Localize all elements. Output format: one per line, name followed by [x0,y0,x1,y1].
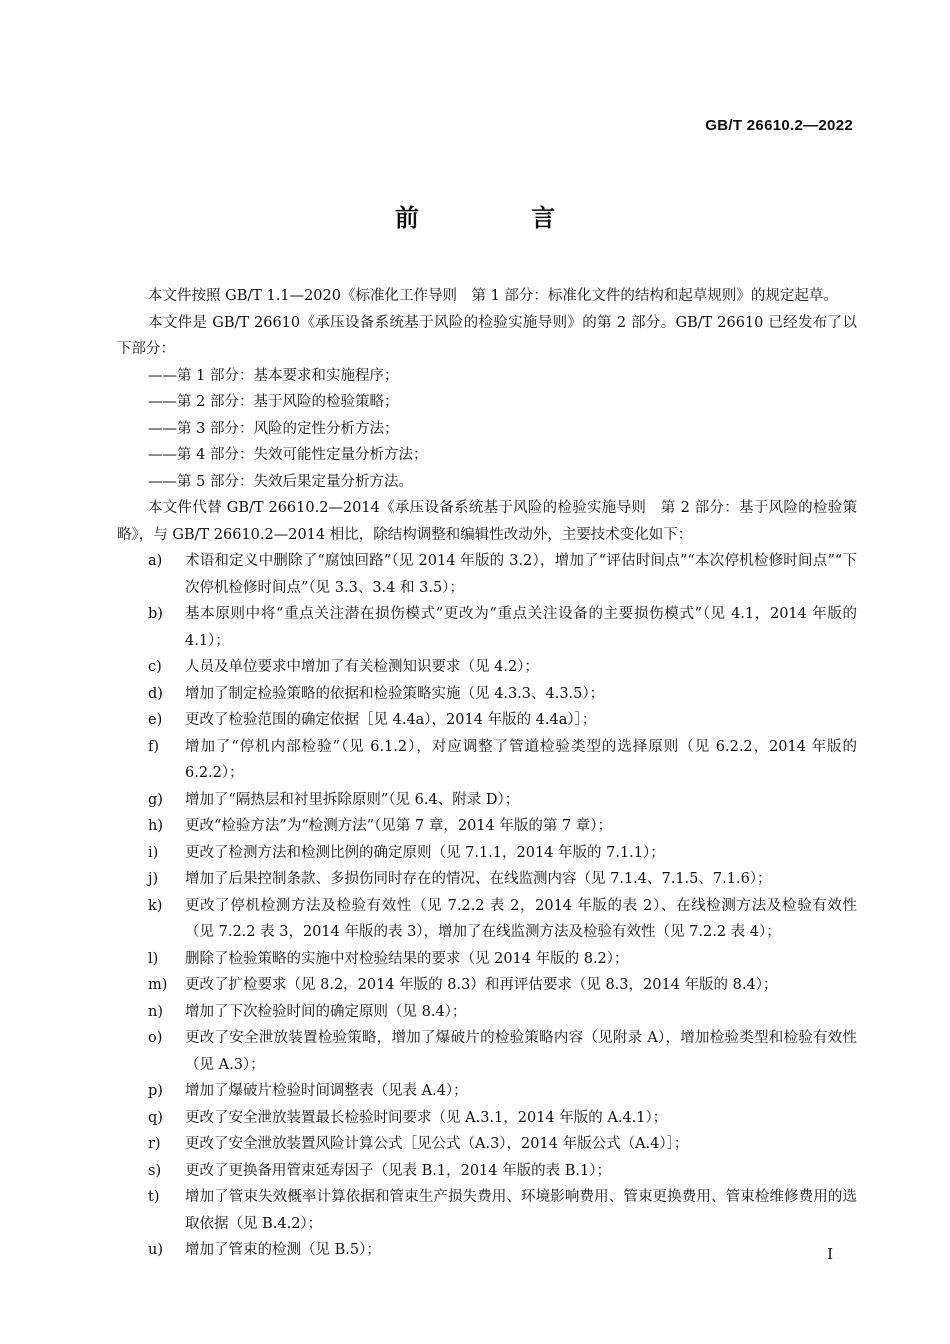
standard-code: GB/T 26610.2—2022 [705,117,853,134]
change-item [117,840,857,867]
change-item [117,681,857,708]
change-item-label: a) [148,553,163,569]
part-item: ——第 2 部分：基于风险的检验策略； [148,394,399,410]
change-item-text: 更改了停机检测方法及检验有效性（见 7.2.2 表 2，2014 年版的表 2）、在线检测方法及检验有效性（见 7.2.2 表 3，2014 年版的表 3），增加了在线监测方法及检验有效性（见 7.2.2 表 4）； [185,897,857,940]
change-item [117,1158,857,1185]
change-item-text: 更改了更换备用管束延寿因子（见表 B.1，2014 年版的表 B.1）； [185,1162,611,1179]
paragraph-replacement: 本文件代替 GB/T 26610.2—2014《承压设备系统基于风险的检验实施导则 第 2 部分：基于风险的检验策略》，与 GB/T 26610.2—2014 相比，除结构调整和编辑性改动外，主要技术变化如下： [117,500,857,543]
foreword-body [117,283,857,1264]
change-item [117,787,857,814]
change-item [117,601,857,654]
part-item: ——第 3 部分：风险的定性分析方法； [148,420,399,437]
change-item-text: 增加了制定检验策略的依据和检验策略实施（见 4.3.3、4.3.5）； [185,685,605,702]
change-item-label: r) [148,1136,161,1152]
parts-list [117,363,857,496]
change-item [117,1184,857,1237]
change-item-label: u) [148,1242,163,1258]
change-item [117,654,857,681]
change-item-label: d) [148,685,163,702]
change-item-label: m) [148,977,168,993]
part-item: ——第 4 部分：失效可能性定量分析方法； [148,447,428,463]
change-item [117,1078,857,1105]
change-item-text: 增加了下次检验时间的确定原则（见 8.4）； [185,1003,467,1020]
change-item-text: 增加了管束失效概率计算依据和管束生产损失费用、环境影响费用、管束更换费用、管束检维修费用的选取依据（见 B.4.2）； [185,1189,857,1232]
change-item-text: 更改了扩检要求（见 8.2，2014 年版的 8.3）和再评估要求（见 8.3，2014 年版的 8.4）； [185,977,778,993]
change-item-label: e) [148,712,163,728]
change-item-text: 术语和定义中删除了“腐蚀回路”（见 2014 年版的 3.2），增加了“评估时间点”“本次停机检修时间点”“下次停机检修时间点”（见 3.3、3.4 和 3.5）； [185,553,857,596]
paragraph-drafting-basis: 本文件按照 GB/T 1.1—2020《标准化工作导则 第 1 部分：标准化文件的结构和起草规则》的规定起草。 [148,288,838,304]
change-item-text: 人员及单位要求中增加了有关检测知识要求（见 4.2）； [185,659,539,675]
change-item-label: j) [148,871,159,887]
change-item [117,999,857,1026]
change-item [117,866,857,893]
page-title: 前 言 [394,204,608,232]
change-item-label: i) [148,844,159,861]
change-item-label: k) [148,897,163,914]
change-item-label: h) [148,818,163,834]
changes-list [117,548,857,1264]
change-item-text: 增加了“停机内部检验”（见 6.1.2），对应调整了管道检验类型的选择原则（见 6.2.2，2014 年版的 6.2.2）； [185,738,857,781]
paragraph-series-intro: 本文件是 GB/T 26610《承压设备系统基于风险的检验实施导则》的第 2 部分。GB/T 26610 已经发布了以下部分： [117,314,857,357]
change-item-label: f) [148,738,160,755]
change-item-label: g) [148,791,163,808]
change-item-label: o) [148,1030,163,1046]
change-item [117,1025,857,1078]
change-item-text: 基本原则中将“重点关注潜在损伤模式”更改为“重点关注设备的主要损伤模式”（见 4.1，2014 年版的 4.1）； [185,606,857,649]
change-item [117,972,857,999]
page-number: I [827,1245,833,1263]
change-item [117,893,857,946]
change-item-text: 更改了安全泄放装置最长检验时间要求（见 A.3.1，2014 年版的 A.4.1）； [185,1109,668,1126]
change-item-text: 更改“检验方法”为“检测方法”（见第 7 章，2014 年版的第 7 章）； [185,818,613,834]
change-item-text: 更改了检测方法和检测比例的确定原则（见 7.1.1，2014 年版的 7.1.1）； [185,844,665,861]
change-item-text: 增加了爆破片检验时间调整表（见表 A.4）； [185,1083,468,1099]
part-item: ——第 5 部分：失效后果定量分析方法。 [148,473,413,490]
change-item-text: 更改了安全泄放装置风险计算公式［见公式（A.3），2014 年版公式（A.4）］； [185,1136,689,1152]
change-item-text: 增加了管束的检测（见 B.5）； [185,1242,381,1258]
change-item-label: q) [148,1109,163,1126]
part-item: ——第 1 部分：基本要求和实施程序； [148,367,399,384]
change-item-text: 删除了检验策略的实施中对检验结果的要求（见 2014 年版的 8.2）； [185,950,629,967]
change-item-label: n) [148,1003,163,1020]
change-item-label: c) [148,659,162,675]
change-item [117,1105,857,1132]
change-item-label: t) [148,1189,160,1205]
change-item-text: 增加了“隔热层和衬里拆除原则”（见 6.4、附录 D）； [185,791,520,808]
change-item [117,734,857,787]
change-item-label: s) [148,1162,162,1179]
change-item-label: l) [148,950,159,967]
change-item-label: p) [148,1083,163,1099]
change-item [117,813,857,840]
change-item [117,548,857,601]
change-item [117,1131,857,1158]
change-item [117,1237,857,1264]
change-item-text: 增加了后果控制条款、多损伤同时存在的情况、在线监测内容（见 7.1.4、7.1.5、7.1.6）； [185,871,772,887]
change-item-text: 更改了安全泄放装置检验策略，增加了爆破片的检验策略内容（见附录 A），增加检验类型和检验有效性（见 A.3）； [185,1030,857,1073]
change-item-text: 更改了检验范围的确定依据［见 4.4a），2014 年版的 4.4a）］； [185,712,597,728]
change-item [117,707,857,734]
change-item-label: b) [148,606,163,622]
change-item [117,946,857,973]
